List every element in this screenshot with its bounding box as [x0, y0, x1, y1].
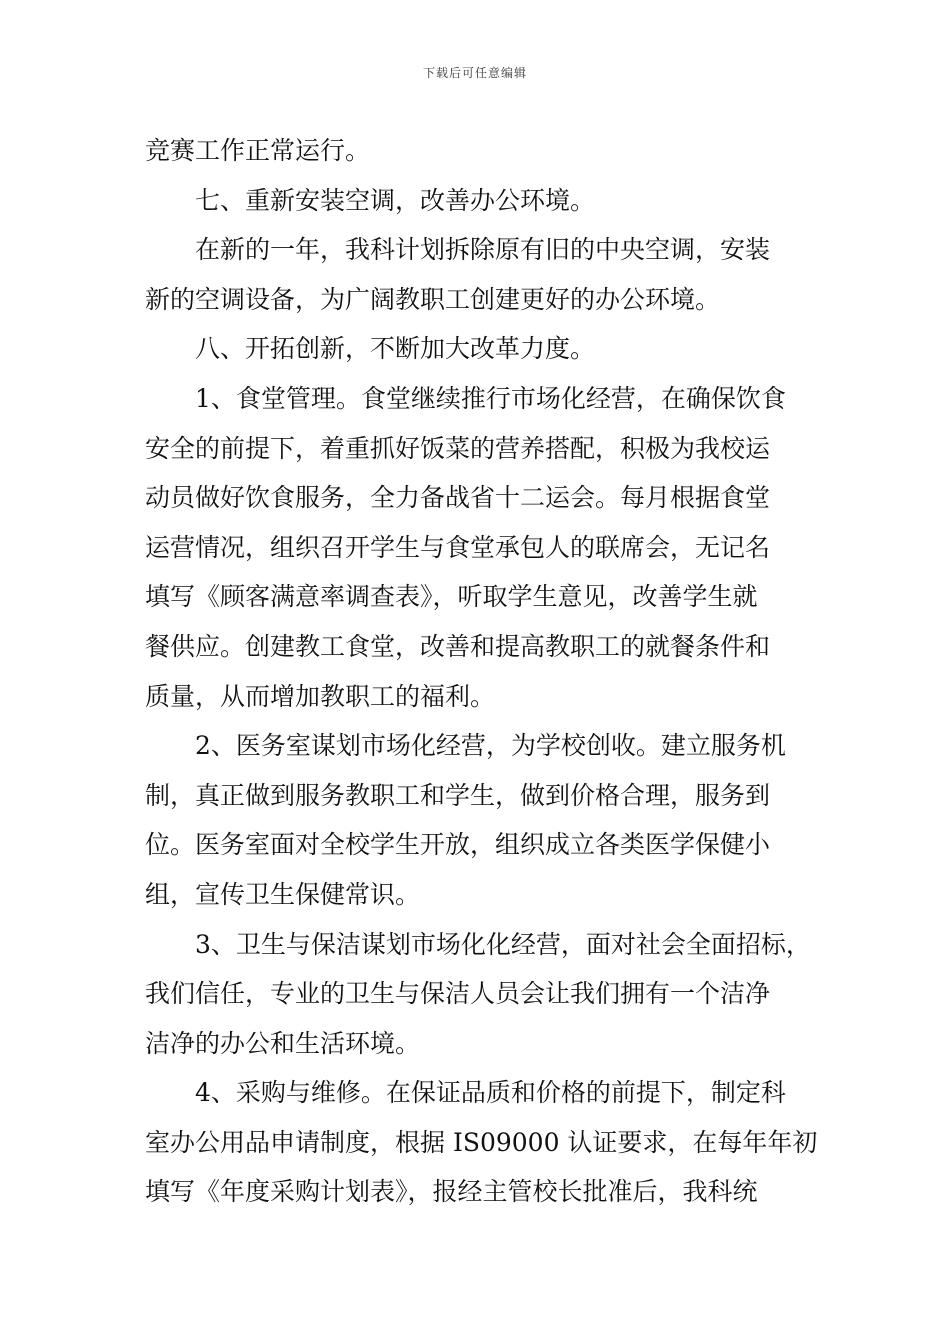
text-line: 我们信任，专业的卫生与保洁人员会让我们拥有一个洁净 — [145, 979, 771, 1009]
text-line: 制，真正做到服务教职工和学生，做到价格合理，服务到 — [145, 780, 771, 810]
section-heading: 八、开拓创新，不断加大改革力度。 — [195, 334, 596, 364]
text-line: 在新的一年，我科计划拆除原有旧的中央空调，安装 — [195, 235, 771, 265]
text-line: 竞赛工作正常运行。 — [145, 136, 371, 165]
text-line: 安全的前提下，着重抓好饭菜的营养搭配，积极为我校运 — [145, 433, 771, 463]
text-line: 3、卫生与保洁谋划市场化化经营，面对社会全面招标， — [195, 929, 811, 959]
page-header: 下载后可任意编辑 — [422, 66, 527, 80]
text-line: 洁净的办公和生活环境。 — [145, 1028, 421, 1058]
text-line: 动员做好饮食服务，全力备战省十二运会。每月根据食堂 — [145, 483, 771, 513]
text-line: 4、采购与维修。在保证品质和价格的前提下，制定科 — [195, 1078, 786, 1108]
text-line: 填写《顾客满意率调查表》，听取学生意见，改善学生就 — [145, 582, 758, 612]
text-line: 运营情况，组织召开学生与食堂承包人的联席会，无记名 — [145, 532, 771, 562]
text-line: 2、医务室谋划市场化经营，为学校创收。建立服务机 — [195, 731, 786, 761]
text-line: 质量，从而增加教职工的福利。 — [145, 681, 496, 711]
document-body — [145, 126, 818, 1217]
text-line: 新的空调设备，为广阔教职工创建更好的办公环境。 — [145, 284, 721, 314]
text-line: 1、食堂管理。食堂继续推行市场化经营，在确保饮食 — [195, 383, 786, 413]
section-heading: 七、重新安装空调，改善办公环境。 — [195, 185, 596, 215]
text-line: 餐供应。创建教工食堂，改善和提高教职工的就餐条件和 — [145, 631, 771, 661]
text-line: 填写《年度采购计划表》，报经主管校长批准后，我科统 — [145, 1177, 758, 1207]
text-line: 位。医务室面对全校学生开放，组织成立各类医学保健小 — [145, 830, 771, 860]
text-line: 组，宣传卫生保健常识。 — [145, 879, 421, 909]
text-line: 室办公用品申请制度，根据 IS09000 认证要求，在每年年初 — [145, 1127, 818, 1157]
